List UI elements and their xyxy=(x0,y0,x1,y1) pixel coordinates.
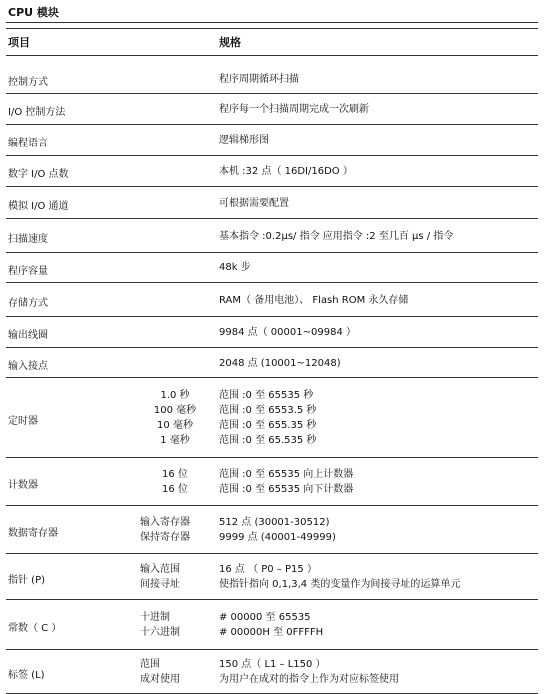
page-title: CPU 模块 xyxy=(8,6,59,19)
row-spec xyxy=(219,610,323,640)
table-rule xyxy=(6,316,538,317)
row-spec xyxy=(219,356,341,371)
table-rule xyxy=(6,93,538,94)
table-row xyxy=(0,285,550,315)
row-spec-line: 48k 步 xyxy=(219,262,251,273)
row-spec-line: 基本指令 :0.2μs/ 指令 应用指令 :2 至几百 μs / 指令 xyxy=(219,231,454,242)
row-label: 常数（ C ） xyxy=(8,623,62,634)
row-spec-line: 16 点 （ P0 – P15 ） xyxy=(219,564,317,575)
row-spec-line: 为用户在成对的指令上作为对应标签使用 xyxy=(219,674,399,685)
table-rule xyxy=(6,186,538,187)
row-spec-line: 范围 :0 至 65535 秒 xyxy=(219,390,314,401)
table-row xyxy=(0,380,550,456)
row-spec-line: 范围 :0 至 655.35 秒 xyxy=(219,420,317,431)
row-spec-line: RAM（ 备用电池）、 Flash ROM 永久存储 xyxy=(219,295,409,306)
row-spec-line: 2048 点 (10001~12048) xyxy=(219,358,341,369)
table-row xyxy=(0,652,550,692)
table-row xyxy=(0,460,550,504)
table-row xyxy=(0,602,550,648)
table-row xyxy=(0,95,550,123)
row-sub-label: 间接寻址 xyxy=(140,579,180,590)
table-row xyxy=(0,556,550,598)
row-spec xyxy=(219,229,453,244)
row-spec-line: 范围 :0 至 65.535 秒 xyxy=(219,435,317,446)
row-sub-label: 成对使用 xyxy=(140,674,180,685)
row-sub-labels xyxy=(140,467,210,497)
row-spec xyxy=(219,467,353,497)
row-label: 数据寄存器 xyxy=(8,528,58,539)
row-sub-label: 10 毫秒 xyxy=(157,420,193,431)
table-rule xyxy=(6,553,538,554)
table-rule xyxy=(6,252,538,253)
row-sub-label: 1 毫秒 xyxy=(160,435,190,446)
row-label: I/O 控制方法 xyxy=(8,107,66,118)
table-row xyxy=(0,350,550,376)
row-spec xyxy=(219,388,316,448)
row-label: 定时器 xyxy=(8,416,38,427)
row-spec-line: 9999 点 (40001-49999) xyxy=(219,532,336,543)
table-row xyxy=(0,126,550,154)
row-spec xyxy=(219,293,408,308)
row-spec xyxy=(219,260,251,275)
row-spec xyxy=(219,325,356,340)
row-spec-line: 逻辑梯形图 xyxy=(219,135,269,146)
row-sub-label: 100 毫秒 xyxy=(153,405,197,416)
row-label: 指针 (P) xyxy=(8,575,46,586)
row-spec xyxy=(219,133,269,148)
row-spec xyxy=(219,196,289,211)
row-spec xyxy=(219,164,353,179)
row-sub-labels xyxy=(140,562,210,592)
row-sub-labels xyxy=(140,610,210,640)
row-spec xyxy=(219,72,299,87)
row-spec-line: 范围 :0 至 6553.5 秒 xyxy=(219,405,317,416)
row-spec xyxy=(219,102,369,117)
row-label: 输入接点 xyxy=(8,361,48,372)
table-rule xyxy=(6,505,538,506)
table-rule xyxy=(6,124,538,125)
table-rule xyxy=(6,155,538,156)
row-label: 计数器 xyxy=(8,480,38,491)
table-row xyxy=(0,318,550,346)
row-spec-line: 9984 点（ 00001~09984 ） xyxy=(219,327,356,338)
header-item: 项目 xyxy=(8,36,30,49)
row-spec-line: # 00000H 至 0FFFFH xyxy=(219,627,324,638)
row-sub-label: 十六进制 xyxy=(140,627,180,638)
table-rule xyxy=(6,347,538,348)
row-spec-line: 程序周期循环扫描 xyxy=(219,74,299,85)
row-spec-line: 范围 :0 至 65535 向下计数器 xyxy=(219,484,354,495)
row-sub-label: 16 位 xyxy=(162,469,188,480)
row-spec xyxy=(219,657,399,687)
row-label: 扫描速度 xyxy=(8,234,48,245)
row-label: 模拟 I/O 通道 xyxy=(8,201,69,212)
row-spec-line: 150 点（ L1 – L150 ） xyxy=(219,659,326,670)
table-rule xyxy=(6,457,538,458)
row-spec xyxy=(219,515,336,545)
row-sub-labels xyxy=(140,515,210,545)
row-spec xyxy=(219,562,460,592)
row-spec-line: 512 点 (30001-30512) xyxy=(219,517,330,528)
row-spec-line: 范围 :0 至 65535 向上计数器 xyxy=(219,469,354,480)
table-row xyxy=(0,221,550,251)
row-label: 控制方式 xyxy=(8,77,48,88)
table-rule xyxy=(6,599,538,600)
row-sub-label: 范围 xyxy=(140,659,160,670)
row-spec-line: 使指针指向 0,1,3,4 类的变量作为间接寻址的运算单元 xyxy=(219,579,461,590)
table-rule xyxy=(6,28,538,29)
table-rule xyxy=(6,282,538,283)
header-spec: 规格 xyxy=(219,36,241,49)
table-row xyxy=(0,254,550,281)
table-header xyxy=(0,34,550,50)
row-sub-label: 1.0 秒 xyxy=(160,390,190,401)
row-spec-line: 程序每一个扫描周期完成一次刷新 xyxy=(219,104,369,115)
row-sub-label: 输入范围 xyxy=(140,564,180,575)
table-row xyxy=(0,508,550,552)
row-sub-label: 输入寄存器 xyxy=(140,517,190,528)
table-rule xyxy=(6,22,538,23)
table-row xyxy=(0,66,550,92)
row-sub-labels xyxy=(140,388,210,448)
table-rule xyxy=(6,649,538,650)
row-sub-label: 16 位 xyxy=(162,484,188,495)
table-rule xyxy=(6,55,538,56)
row-label: 存储方式 xyxy=(8,298,48,309)
row-label: 数字 I/O 点数 xyxy=(8,169,69,180)
row-spec-line: # 00000 至 65535 xyxy=(219,612,311,623)
row-sub-label: 十进制 xyxy=(140,612,170,623)
row-spec-line: 本机 :32 点（ 16DI/16DO ） xyxy=(219,166,353,177)
row-label: 程序容量 xyxy=(8,266,48,277)
table-row xyxy=(0,189,550,217)
table-row xyxy=(0,157,550,185)
table-rule xyxy=(6,377,538,378)
row-label: 编程语言 xyxy=(8,138,48,149)
row-spec-line: 可根据需要配置 xyxy=(219,198,289,209)
table-rule xyxy=(6,218,538,219)
row-label: 输出线圈 xyxy=(8,330,48,341)
row-sub-labels xyxy=(140,657,210,687)
row-sub-label: 保持寄存器 xyxy=(140,532,190,543)
row-label: 标签 (L) xyxy=(8,670,45,681)
